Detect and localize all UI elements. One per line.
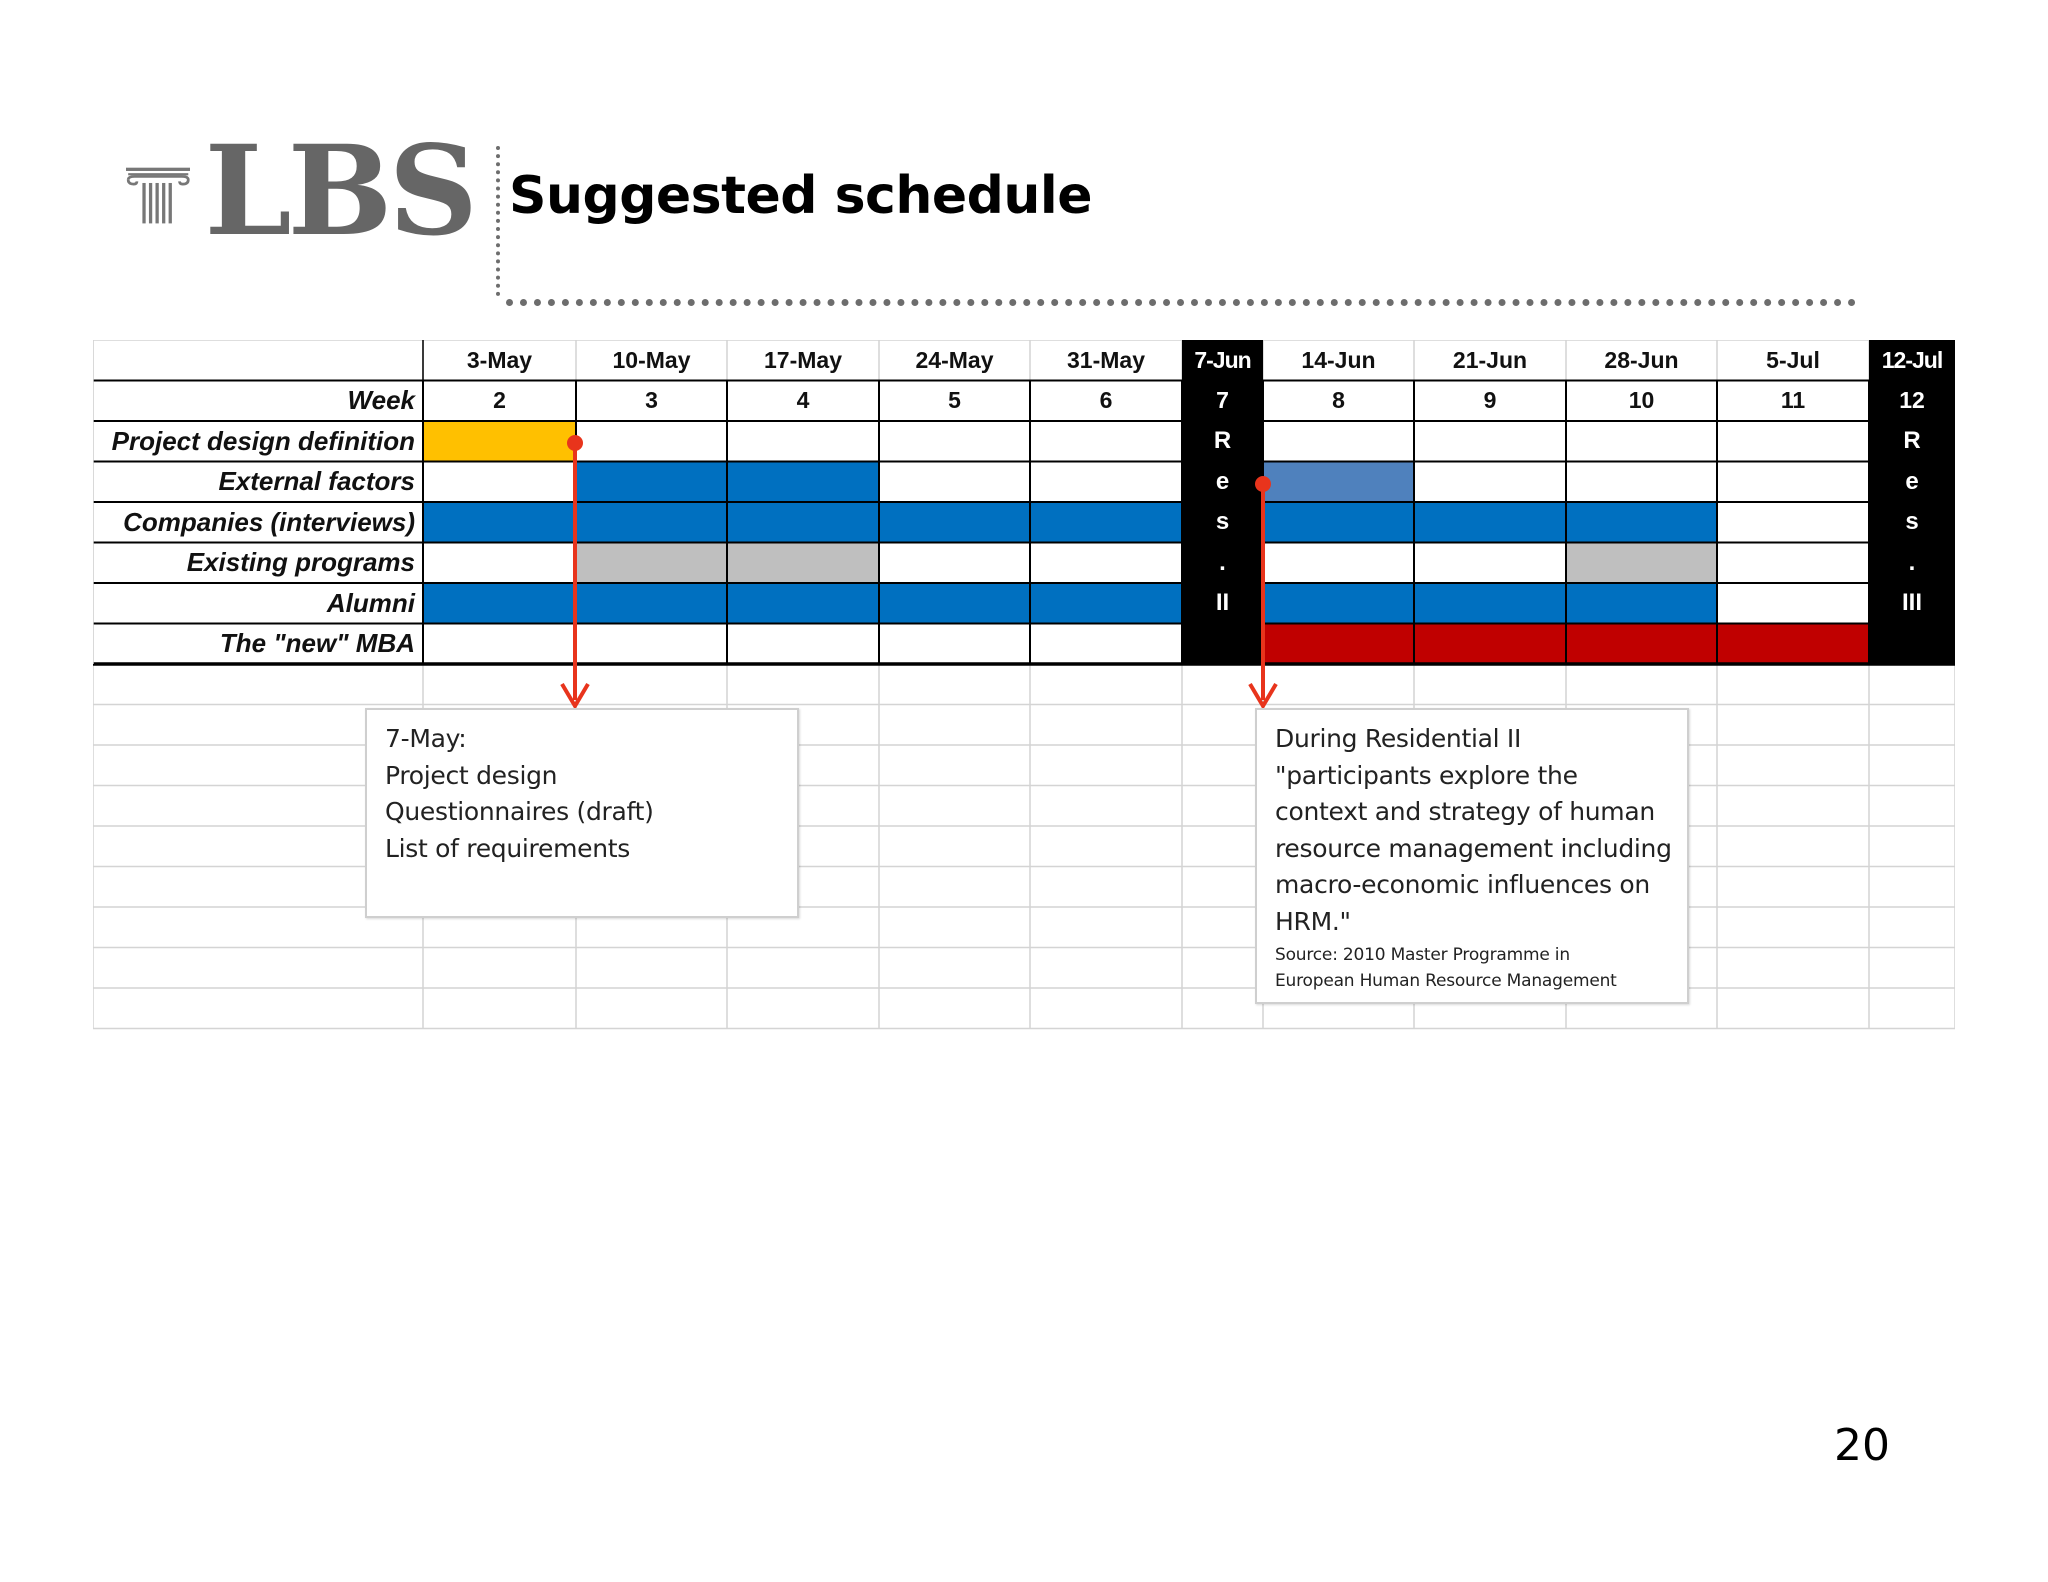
residential-cell: R: [1869, 421, 1955, 462]
week-number-cell: 5: [948, 387, 961, 414]
week-number-cell: 10: [1628, 387, 1655, 414]
callout-text-line: resource management including: [1275, 833, 1672, 863]
callout-text-line: During Residential II: [1275, 724, 1522, 753]
week-number-cell: 6: [1099, 387, 1113, 414]
residential-cell: .: [1182, 543, 1263, 584]
page-number: 20: [1834, 1420, 1890, 1471]
week-number-cell: 4: [796, 387, 810, 414]
residential-cell: e: [1182, 462, 1263, 503]
callout-source-line: Source: 2010 Master Programme in: [1275, 945, 1570, 965]
date-header-cell: 3-May: [466, 346, 533, 373]
schedule-table: [93, 340, 1955, 1030]
callout-source-line: European Human Resource Management: [1275, 971, 1617, 991]
activity-label: Companies (interviews): [123, 506, 415, 537]
title-divider-vertical: [496, 146, 500, 296]
callout-residential-ii: [1255, 708, 1689, 1004]
week-number-cell: 9: [1483, 387, 1497, 414]
arrow-to-residential-callout: [1250, 476, 1276, 706]
week-number-cell: 11: [1780, 387, 1806, 414]
date-header-cell: 28-Jun: [1604, 346, 1679, 373]
residential-cell: s: [1182, 502, 1263, 543]
activity-label: Project design definition: [111, 425, 415, 456]
date-header-cell: 10-May: [612, 346, 691, 373]
activity-label: The "new" MBA: [219, 628, 415, 659]
residential-cell: II: [1182, 583, 1263, 624]
callout-text-line: "participants explore the: [1275, 760, 1578, 790]
slide-title: Suggested schedule: [509, 166, 1092, 226]
date-header-cell: 12-Jul: [1869, 340, 1955, 381]
callout-project-design: [365, 708, 799, 918]
residential-cell: .: [1869, 543, 1955, 584]
activity-label: External factors: [218, 466, 415, 497]
callout-text-line: context and strategy of human: [1275, 797, 1655, 826]
week-number-cell: 12: [1869, 381, 1955, 422]
logo-text: LBS: [204, 119, 474, 264]
callout-text-line: macro-economic influences on: [1275, 870, 1650, 899]
date-header-cell: 5-Jul: [1766, 346, 1820, 373]
callout-text-line: Project design: [385, 760, 558, 790]
residential-cell: e: [1869, 462, 1955, 503]
week-number-cell: 3: [645, 387, 658, 414]
week-row-label: Week: [347, 385, 415, 416]
date-header-cell: 21-Jun: [1452, 346, 1528, 373]
activity-label: Existing programs: [186, 547, 415, 578]
lbs-logo: [126, 119, 474, 264]
callout-text-line: Questionnaires (draft): [385, 797, 654, 826]
callout-text-line: 7-May:: [385, 724, 467, 753]
residential-cell: s: [1869, 502, 1955, 543]
callout-text-line: List of requirements: [385, 833, 630, 863]
date-header-cell: 31-May: [1067, 346, 1145, 373]
date-header-cell: 24-May: [915, 346, 994, 373]
date-header-cell: 7-Jun: [1182, 340, 1263, 381]
column-pillar-icon: [126, 143, 190, 247]
residential-cell: III: [1869, 583, 1955, 624]
date-header-cell: 17-May: [764, 346, 842, 373]
date-header-cell: 14-Jun: [1301, 346, 1376, 373]
title-divider-horizontal: [506, 299, 1856, 306]
week-number-cell: 2: [493, 387, 506, 414]
residential-cell: R: [1182, 421, 1263, 462]
callout-text-line: HRM.": [1275, 906, 1351, 936]
week-number-cell: 8: [1332, 387, 1345, 414]
activity-label: Alumni: [326, 587, 415, 618]
week-number-cell: 7: [1182, 381, 1263, 422]
